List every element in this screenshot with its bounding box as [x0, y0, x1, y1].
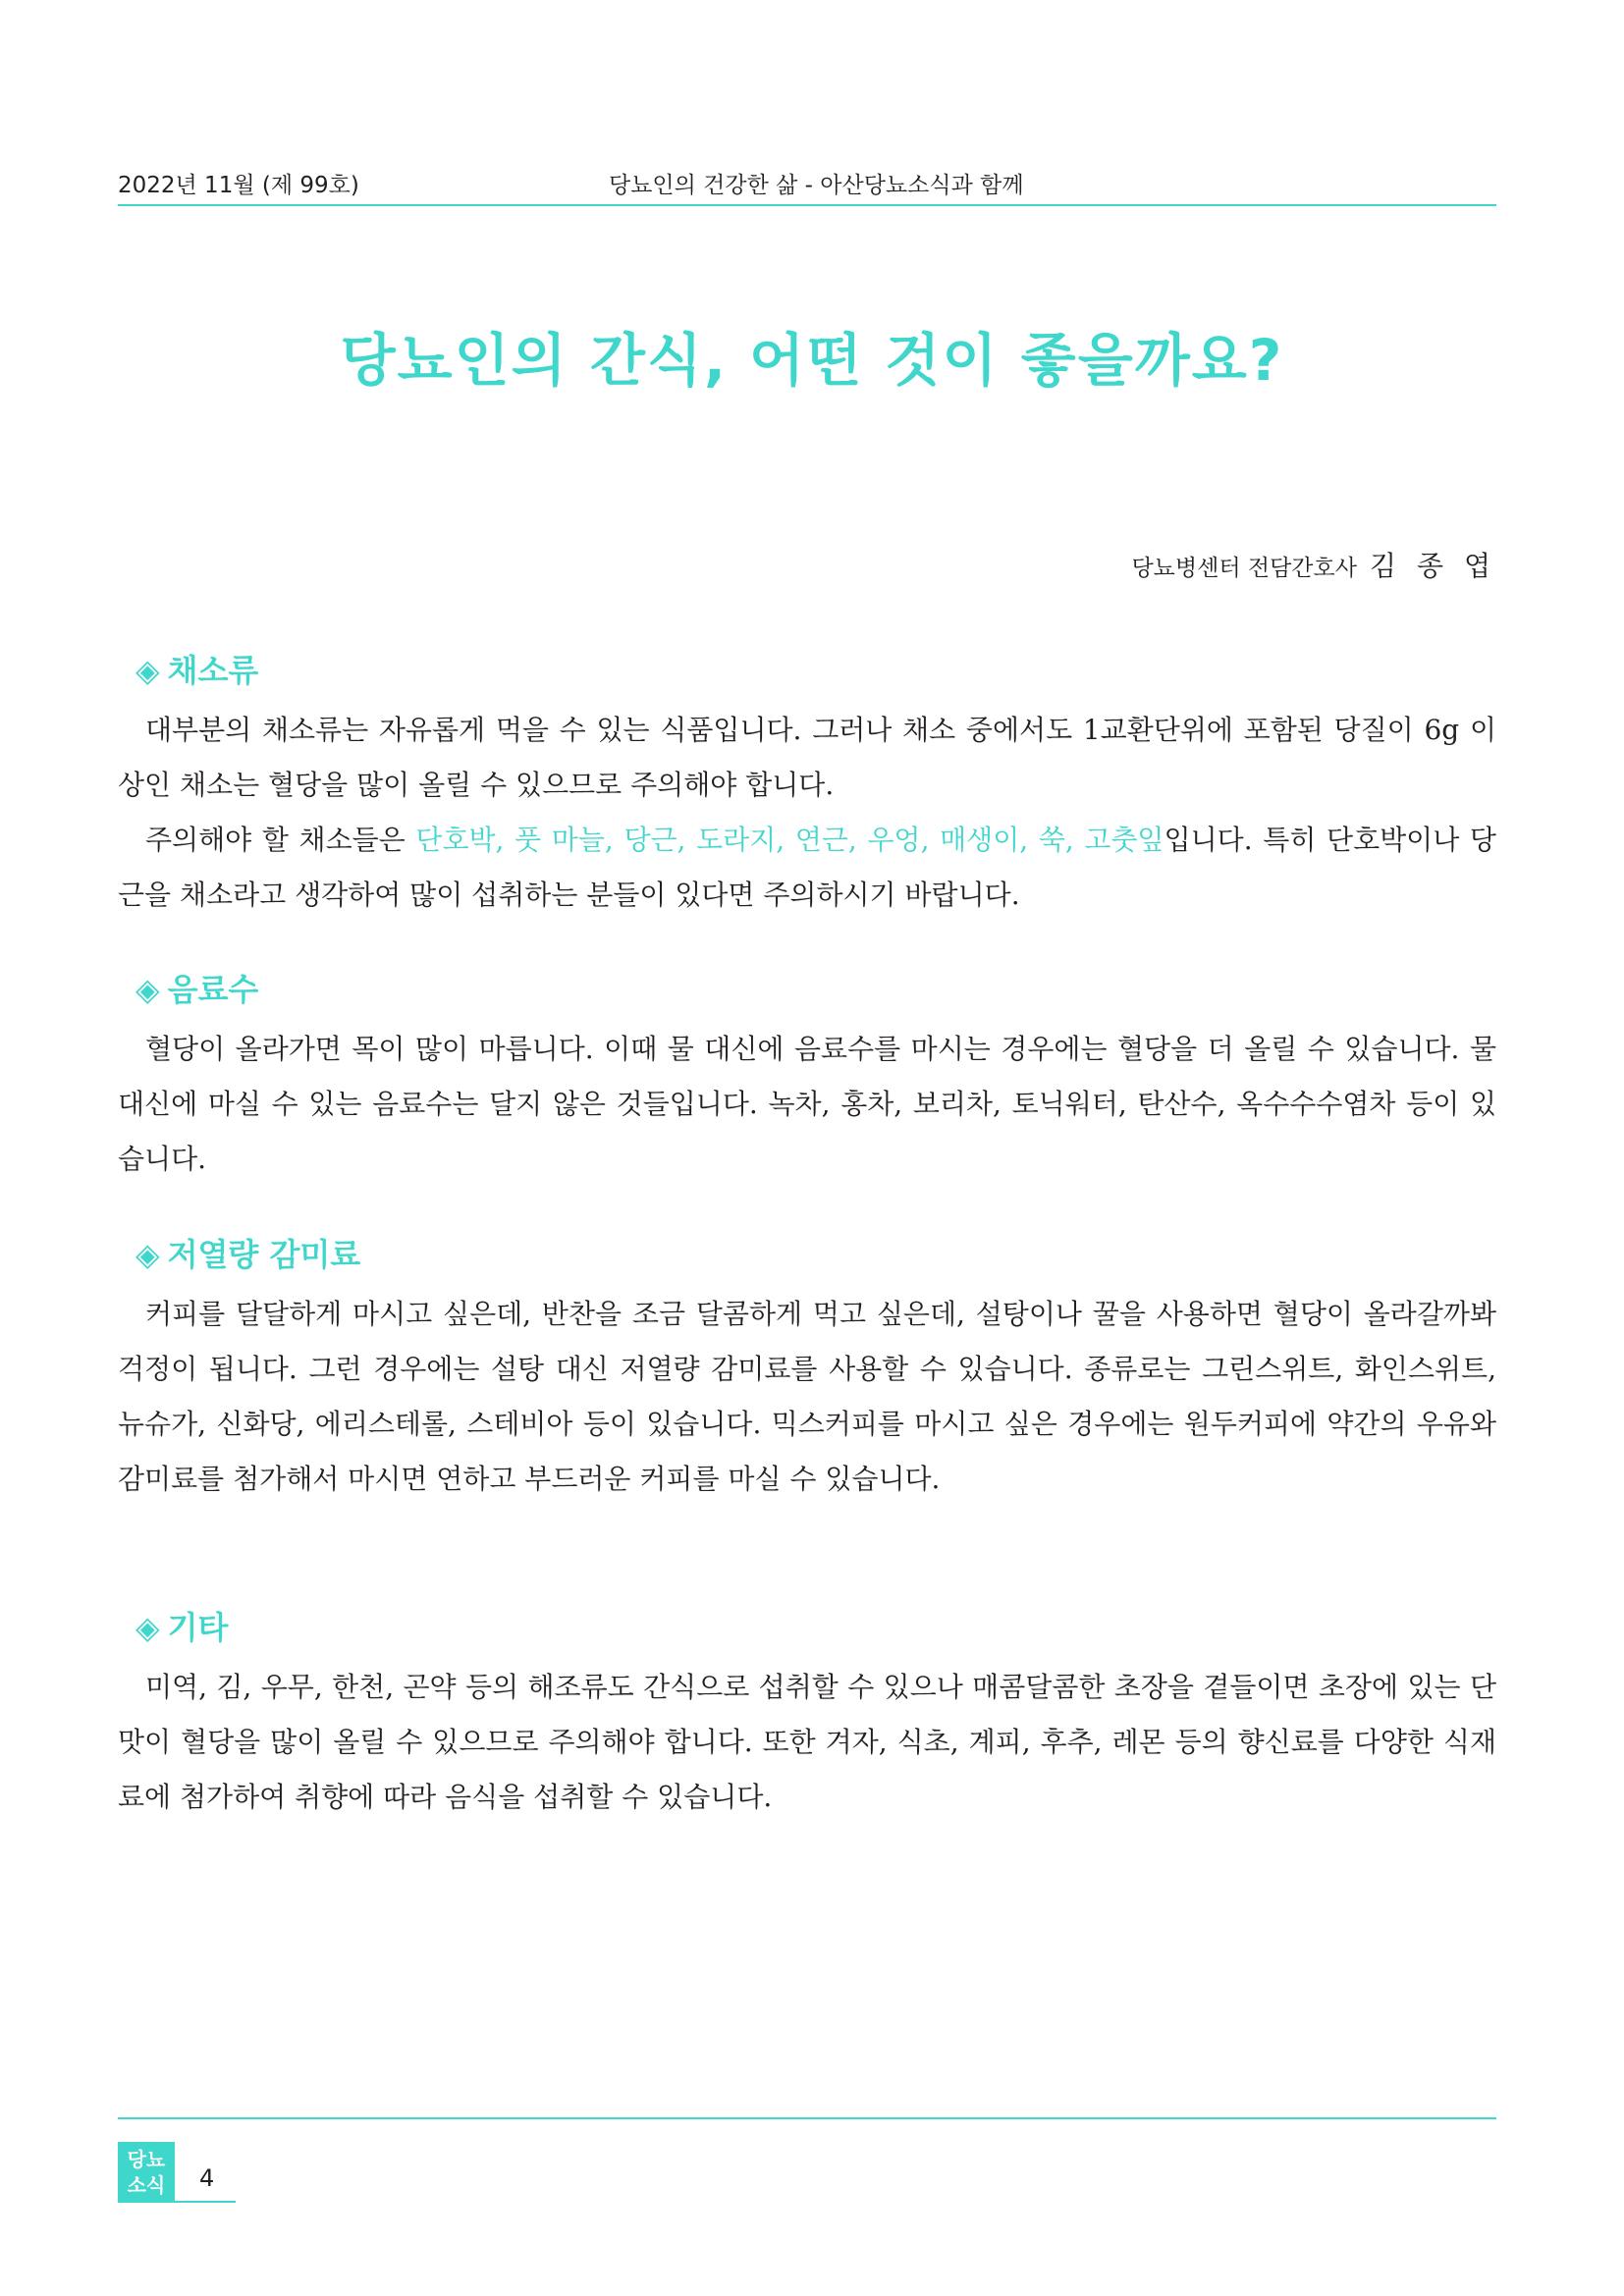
newsletter-badge: [118, 2142, 175, 2203]
paragraph-text: 입니다. 특히 단호박이나 당근을 채소라고 생각하여 많이 섭취하는 분들이 있다면 주의하시기 바랍니다.: [118, 824, 1496, 911]
diamond-bullet-icon: ◈: [135, 652, 160, 689]
section-heading: [135, 1230, 1496, 1275]
section-heading-text: 채소류: [167, 652, 259, 689]
article-title: 당뇨인의 간식, 어떤 것이 좋을까요?: [340, 327, 1284, 394]
page-number: 4: [199, 2164, 215, 2192]
newsletter-slogan: 당뇨인의 건강한 삶 - 아산당뇨소식과 함께: [609, 173, 1024, 198]
diamond-bullet-icon: ◈: [135, 1609, 160, 1646]
paragraph: [118, 813, 1496, 923]
paragraph: 대부분의 채소류는 자유롭게 먹을 수 있는 식품입니다. 그러나 채소 중에서도 1교환단위에 포함된 당질이 6g 이상인 채소는 혈당을 많이 올릴 수 있으므로 주의해야 합니다.: [118, 714, 1496, 801]
section-heading: [135, 1603, 1496, 1648]
paragraph: 커피를 달달하게 마시고 싶은데, 반찬을 조금 달콤하게 먹고 싶은데, 설탕이나 꿀을 사용하면 혈당이 올라갈까봐 걱정이 됩니다. 그런 경우에는 설탕 대신 저열량 감미료를 사용할 수 있습니다. 종류로는 그린스위트, 화인스위트, 뉴슈가, 신화당, 에리스테롤, 스테비아 등이 있습니다. 믹스커피를 마시고 싶은 경우에는 원두커피에 약간의 우유와 감미료를 첨가해서 마시면 연하고 부드러운 커피를 마실 수 있습니다.: [118, 1298, 1496, 1495]
diamond-bullet-icon: ◈: [135, 971, 160, 1008]
author-byline: [1131, 545, 1496, 584]
section-heading-text: 기타: [167, 1609, 229, 1646]
badge-line: 당뇨: [127, 2148, 166, 2171]
section-vegetables: [118, 646, 1496, 923]
author-name: 김 종 엽: [1370, 550, 1496, 582]
page-header: [118, 165, 1496, 206]
paragraph-text: 주의해야 할 채소들은: [145, 824, 416, 856]
section-heading-text: 음료수: [167, 971, 259, 1008]
author-role: 당뇨병센터 전담간호사: [1131, 556, 1357, 581]
section-heading: [135, 965, 1496, 1010]
section-heading: [135, 646, 1496, 691]
footer-divider: [118, 2117, 1496, 2119]
section-others: [118, 1603, 1496, 1825]
badge-line: 소식: [127, 2173, 166, 2197]
section-sweeteners: [118, 1230, 1496, 1507]
paragraph: 미역, 김, 우무, 한천, 곤약 등의 해조류도 간식으로 섭취할 수 있으나 매콤달콤한 초장을 곁들이면 초장에 있는 단맛이 혈당을 많이 올릴 수 있으므로 주의해야 합니다. 또한 겨자, 식초, 계피, 후추, 레몬 등의 향신료를 다양한 식재료에 첨가하여 취향에 따라 음식을 섭취할 수 있습니다.: [118, 1671, 1496, 1813]
footer-underline: [175, 2201, 236, 2203]
diamond-bullet-icon: ◈: [135, 1236, 160, 1273]
issue-info: 2022년 11월 (제 99호): [118, 173, 359, 198]
paragraph: 혈당이 올라가면 목이 많이 마릅니다. 이때 물 대신에 음료수를 마시는 경우에는 혈당을 더 올릴 수 있습니다. 물 대신에 마실 수 있는 음료수는 달지 않은 것들입니다. 녹차, 홍차, 보리차, 토닉워터, 탄산수, 옥수수수염차 등이 있습니다.: [118, 1033, 1496, 1175]
highlighted-vegetable-list: 단호박, 풋 마늘, 당근, 도라지, 연근, 우엉, 매생이, 쑥, 고춧잎: [415, 824, 1164, 856]
section-beverages: [118, 965, 1496, 1187]
section-heading-text: 저열량 감미료: [167, 1236, 361, 1273]
